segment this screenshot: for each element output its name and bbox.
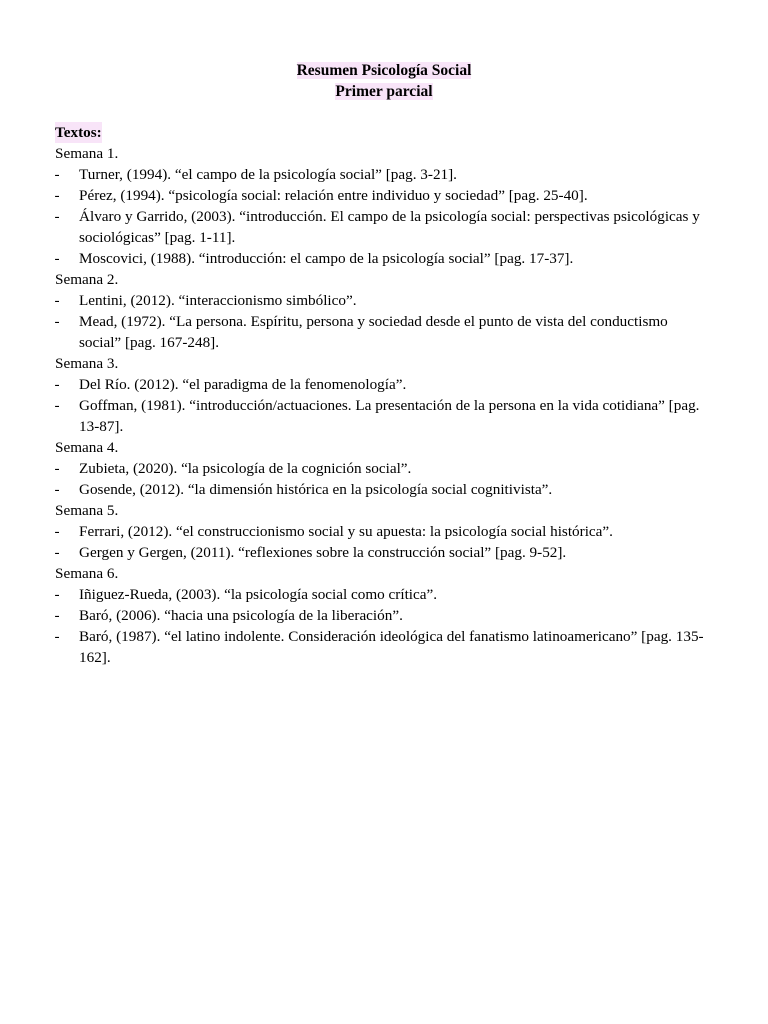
bullet-dash: - xyxy=(54,187,60,204)
reading-list-item xyxy=(49,185,705,206)
reading-reference: Iñiguez-Rueda, (2003). “la psicología social como crítica”. xyxy=(79,586,438,603)
reading-reference: Goffman, (1981). “introducción/actuaciones. La presentación de la persona en la vida cotidiana” [pag. 13-87]. xyxy=(79,397,700,435)
bullet-dash: - xyxy=(54,397,60,414)
bullet-dash: - xyxy=(54,460,60,477)
bullet-dash: - xyxy=(54,250,60,267)
section-label: Textos: xyxy=(55,124,102,141)
week-label: Semana 4. xyxy=(55,439,119,456)
reading-list-item xyxy=(49,395,705,437)
reading-list-item xyxy=(49,458,705,479)
reading-reference: Mead, (1972). “La persona. Espíritu, persona y sociedad desde el punto de vista del conductismo social” [pag. 167-248]. xyxy=(79,313,668,351)
reading-reference: Del Río. (2012). “el paradigma de la fenomenología”. xyxy=(79,376,407,393)
reading-list-item xyxy=(49,626,705,668)
bullet-dash: - xyxy=(54,481,60,498)
bullet-dash: - xyxy=(54,523,60,540)
reading-list-item xyxy=(49,248,705,269)
reading-list-item xyxy=(49,374,705,395)
reading-reference: Moscovici, (1988). “introducción: el campo de la psicología social” [pag. 17-37]. xyxy=(79,250,574,267)
reading-list-item xyxy=(49,584,705,605)
bullet-dash: - xyxy=(54,628,60,645)
bullet-dash: - xyxy=(54,208,60,225)
document-content xyxy=(55,122,705,668)
reading-list-item xyxy=(49,605,705,626)
bullet-dash: - xyxy=(54,607,60,624)
document-subtitle: Primer parcial xyxy=(335,83,433,100)
week-label: Semana 6. xyxy=(55,565,119,582)
document-subtitle-line xyxy=(0,81,768,102)
reading-reference: Zubieta, (2020). “la psicología de la cognición social”. xyxy=(79,460,412,477)
reading-list-item xyxy=(49,206,705,248)
week-label: Semana 5. xyxy=(55,502,119,519)
weeks-list xyxy=(55,143,705,668)
reading-reference: Turner, (1994). “el campo de la psicología social” [pag. 3-21]. xyxy=(79,166,457,183)
title-block xyxy=(0,60,768,102)
bullet-dash: - xyxy=(54,166,60,183)
reading-reference: Pérez, (1994). “psicología social: relación entre individuo y sociedad” [pag. 25-40]. xyxy=(79,187,588,204)
reading-list-item xyxy=(49,521,705,542)
reading-reference: Gergen y Gergen, (2011). “reflexiones sobre la construcción social” [pag. 9-52]. xyxy=(79,544,567,561)
week-label: Semana 1. xyxy=(55,145,119,162)
bullet-dash: - xyxy=(54,544,60,561)
reading-reference: Baró, (2006). “hacia una psicología de la liberación”. xyxy=(79,607,403,624)
reading-reference: Baró, (1987). “el latino indolente. Consideración ideológica del fanatismo latinoamericano” [pag. 135-162]. xyxy=(79,628,704,666)
reading-list-item xyxy=(49,479,705,500)
week-label: Semana 2. xyxy=(55,271,119,288)
document-title-line xyxy=(0,60,768,81)
reading-reference: Gosende, (2012). “la dimensión histórica en la psicología social cognitivista”. xyxy=(79,481,553,498)
bullet-dash: - xyxy=(54,376,60,393)
reading-list-item xyxy=(49,542,705,563)
bullet-dash: - xyxy=(54,586,60,603)
reading-list-item xyxy=(49,311,705,353)
reading-list-item xyxy=(49,164,705,185)
section-heading xyxy=(55,122,705,143)
reading-reference: Álvaro y Garrido, (2003). “introducción. El campo de la psicología social: perspectivas psicológicas y sociológicas” [pag. 1-11]. xyxy=(79,208,700,246)
reading-reference: Ferrari, (2012). “el construccionismo social y su apuesta: la psicología social histórica”. xyxy=(79,523,613,540)
document-title: Resumen Psicología Social xyxy=(296,62,472,79)
bullet-dash: - xyxy=(54,292,60,309)
reading-list-item xyxy=(49,290,705,311)
reading-reference: Lentini, (2012). “interaccionismo simbólico”. xyxy=(79,292,357,309)
bullet-dash: - xyxy=(54,313,60,330)
week-label: Semana 3. xyxy=(55,355,119,372)
